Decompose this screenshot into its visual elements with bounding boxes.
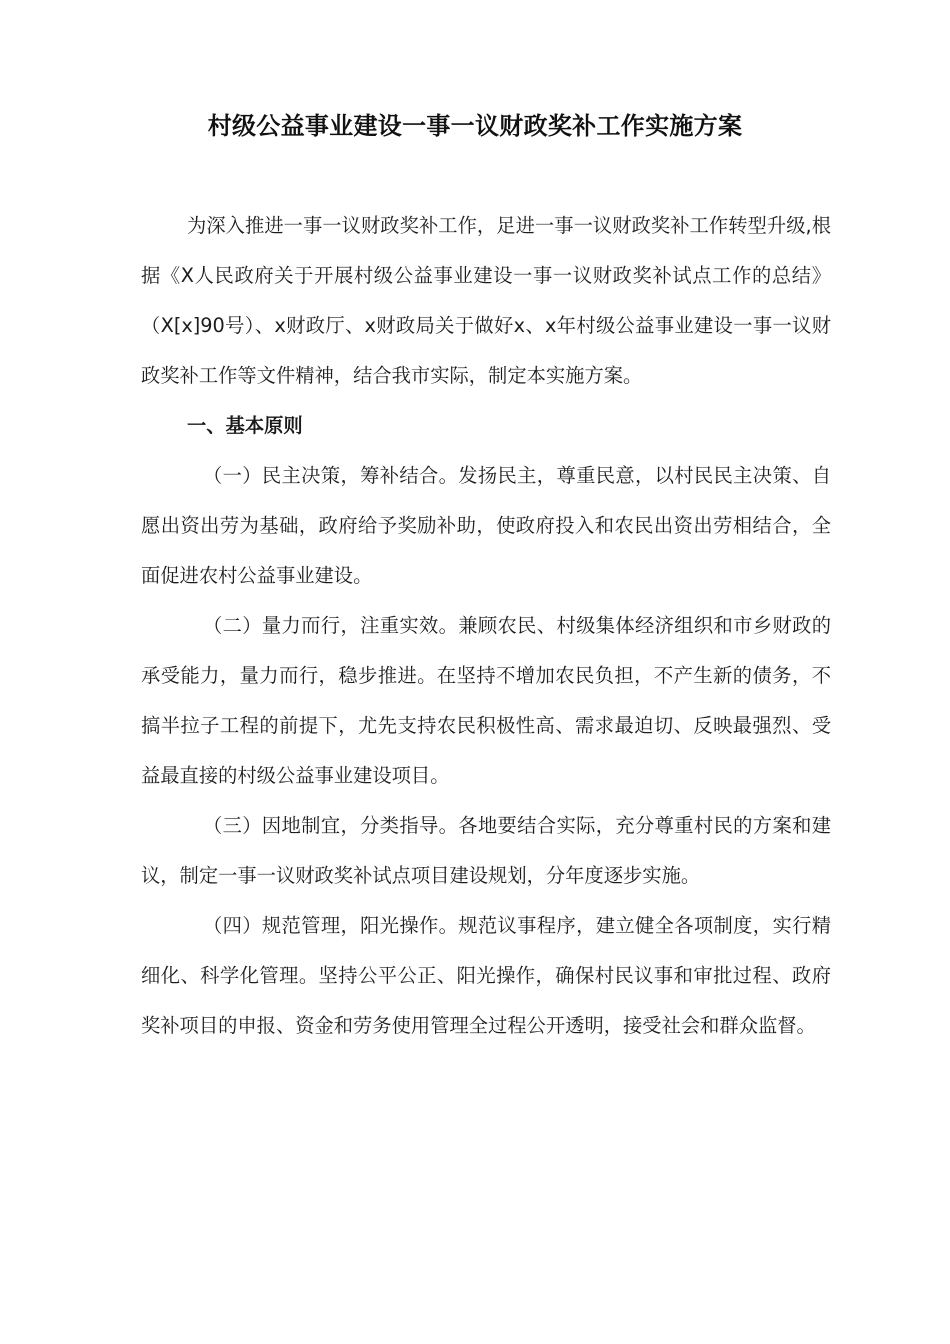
document-body	[141, 201, 831, 1051]
intro-paragraph: 为深入推进一事一议财政奖补工作，足进一事一议财政奖补工作转型升级,根据《X人民政府关于开展村级公益事业建设一事一议财政奖补试点工作的总结》（X[x]90号）、x财政厅、x财政局关于做好x、x年村级公益事业建设一事一议财政奖补工作等文件精神，结合我市实际，制定本实施方案。	[141, 214, 831, 387]
section-heading-basic-principles: 一、基本原则	[187, 414, 303, 437]
principle-paragraph-3: （三）因地制宜，分类指导。各地要结合实际，充分尊重村民的方案和建议，制定一事一议财政奖补试点项目建设规划，分年度逐步实施。	[141, 814, 831, 887]
principle-paragraph-1: （一）民主决策，筹补结合。发扬民主，尊重民意，以村民民主决策、自愿出资出劳为基础，政府给予奖励补助，使政府投入和农民出资出劳相结合，全面促进农村公益事业建设。	[141, 464, 831, 587]
principle-paragraph-4: （四）规范管理，阳光操作。规范议事程序，建立健全各项制度，实行精细化、科学化管理。坚持公平公正、阳光操作，确保村民议事和审批过程、政府奖补项目的申报、资金和劳务使用管理全过程公开透明，接受社会和群众监督。	[141, 914, 831, 1037]
principle-paragraph-2: （二）量力而行，注重实效。兼顾农民、村级集体经济组织和市乡财政的承受能力，量力而行，稳步推进。在坚持不增加农民负担，不产生新的债务，不搞半拉子工程的前提下，尤先支持农民积极性高、需求最迫切、反映最强烈、受益最直接的村级公益事业建设项目。	[141, 614, 831, 787]
document-title: 村级公益事业建设一事一议财政奖补工作实施方案	[207, 112, 743, 140]
